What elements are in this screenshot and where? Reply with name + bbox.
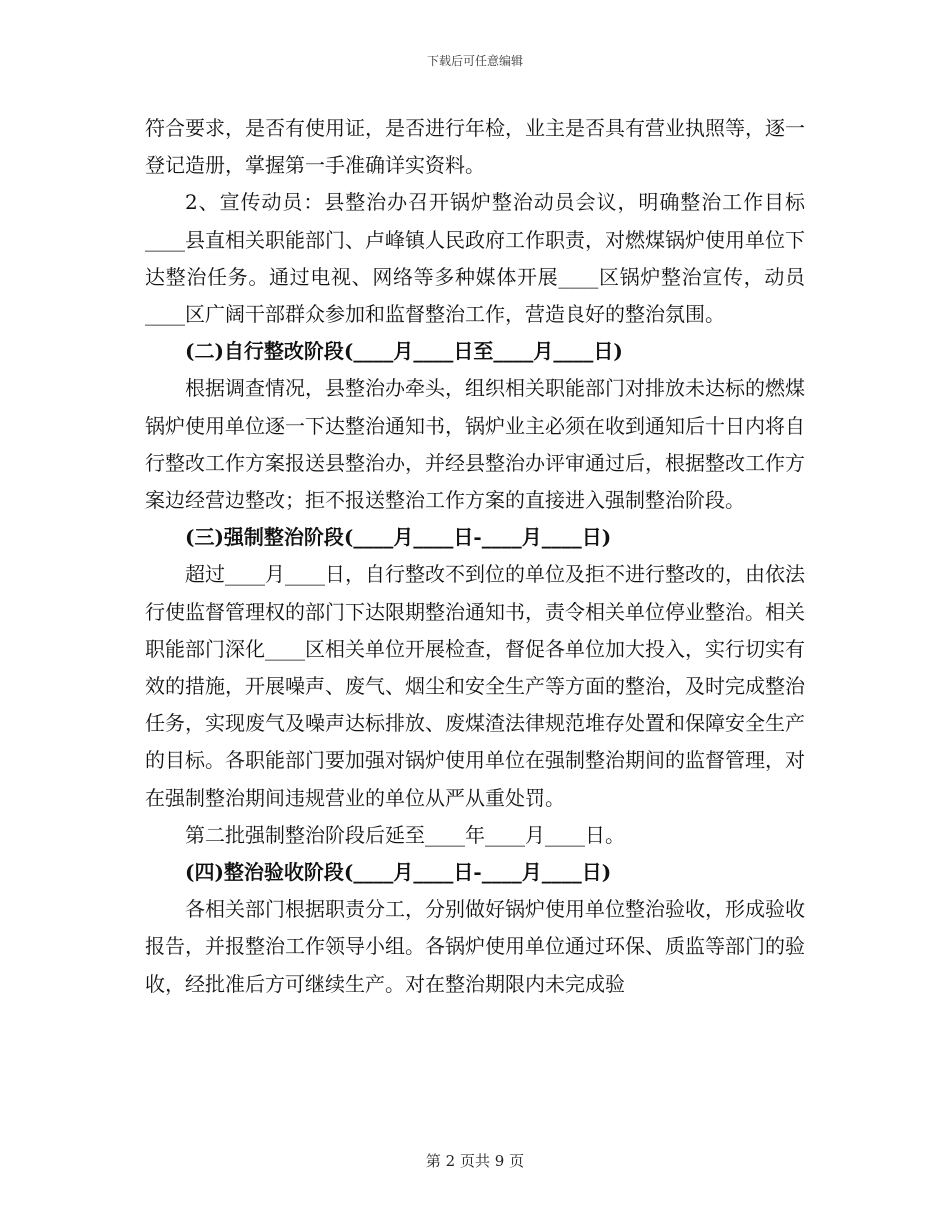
page-header: 下载后可任意编辑 <box>426 54 523 68</box>
document-body <box>145 110 805 1003</box>
paragraph-continuation: 符合要求，是否有使用证，是否进行年检，业主是否具有营业执照等，逐一登记造册，掌握第一手准确详实资料。 <box>145 116 805 178</box>
paragraph-self-rectification: 根据调查情况，县整治办牵头，组织相关职能部门对排放未达标的燃煤锅炉使用单位逐一下达整治通知书，锅炉业主必须在收到通知后十日内将自行整改工作方案报送县整治办，并经县整治办评审通过后，根据整改工作方案边经营边整改；拒不报送整治工作方案的直接进入强制整治阶段。 <box>145 376 805 513</box>
page-footer: 第 2 页共 9 页 <box>425 1152 525 1170</box>
section-heading-self-rectification: (二)自行整改阶段(____月____日至____月____日) <box>185 339 623 364</box>
paragraph-acceptance: 各相关部门根据职责分工，分别做好锅炉使用单位整治验收，形成验收报告，并报整治工作领导小组。各锅炉使用单位通过环保、质监等部门的验收，经批准后方可继续生产。对在整治期限内未完成验 <box>145 897 805 996</box>
paragraph-second-batch: 第二批强制整治阶段后延至____年____月____日。 <box>185 822 625 847</box>
paragraph-mandatory-rectification: 超过____月____日，自行整改不到位的单位及拒不进行整改的，由依法行使监督管理权的部门下达限期整治通知书，责令相关单位停业整治。相关职能部门深化____区相关单位开展检查，督促各单位加大投入，实行切实有效的措施，开展噪声、废气、烟尘和安全生产等方面的整治，及时完成整治任务，实现废气及噪声达标排放、废煤渣法律规范堆存处置和保障安全生产的目标。各职能部门要加强对锅炉使用单位在强制整治期间的监督管理，对在强制整治期间违规营业的单位从严从重处罚。 <box>145 562 805 810</box>
paragraph-publicity: 2、宣传动员：县整治办召开锅炉整治动员会议，明确整治工作目标____县直相关职能部门、卢峰镇人民政府工作职责，对燃煤锅炉使用单位下达整治任务。通过电视、网络等多种媒体开展____区锅炉整治宣传，动员____区广阔干部群众参加和监督整治工作，营造良好的整治氛围。 <box>145 190 805 327</box>
section-heading-mandatory-rectification: (三)强制整治阶段(____月____日-____月____日) <box>185 525 612 550</box>
section-heading-acceptance: (四)整治验收阶段(____月____日-____月____日) <box>185 860 612 885</box>
